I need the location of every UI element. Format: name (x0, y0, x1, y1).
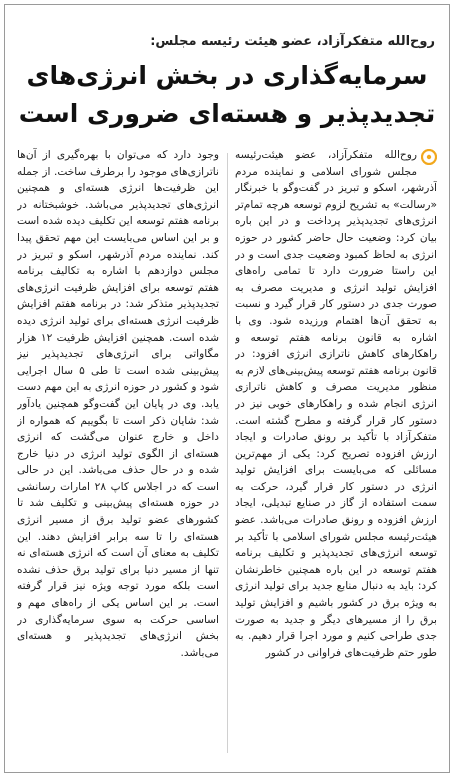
article-body (17, 147, 437, 767)
article-text-right: روح‌الله متفکرآزاد، عضو هیئت‌رئیسه مجلس شورای اسلامی و نماینده مردم آذرشهر، اسکو و تبریز در گفت‌وگو با خبرنگار «رسالت» به تشریح لزوم توسعه هرچه تمام‌تر انرژی‌های تجدیدپذیر پرداخت و در این باره بیان کرد: وضعیت حال حاضر کشور در حوزه انرژی به لحاظ کمبود وضعیت جدی است و در این راستا ضرورت دارد تا تمامی راه‌های افزایش تولید انرژی و مدیریت مصرف به صورت جدی در دستور کار قرار گیرد و نسبت به تحقق آن‌ها اهتمام ورزیده شود. وی با اشاره به قانون برنامه هفتم توسعه و راهکارهای کاهش ناترازی انرژی افزود: در قانون برنامه هفتم توسعه پیش‌بینی‌های لازم به منظور مدیریت مصرف و کاهش ناترازی انرژی انجام شده و راهکارهای خوبی نیز در دستور کار قرار گرفته و مطرح گشته است. متفکرآزاد با تأکید بر رونق صادرات و ایجاد ارزش افزوده تصریح کرد: یکی از مهم‌ترین مسائلی که می‌بایست برای افزایش تولید انرژی در دستور کار قرار گیرد، حرکت به سمت استفاده از گاز در صنایع تبدیلی، ایجاد ارزش افزوده و رونق صادرات می‌باشد. عضو هیئت‌رئیسه مجلس شورای اسلامی با تأکید بر توسعه انرژی‌های تجدیدپذیر و تکلیف برنامه هفتم توسعه در این باره همچنین خاطرنشان کرد: باید به دنبال منابع جدید برای تولید انرژی به ویژه برق در کشور باشیم و افزایش تولید برق را از مسیرهای دیگر و جدید به صورت جدی طراحی کنیم و مورد اجرا قرار دهیم. به طور حتم ظرفیت‌های فراوانی در کشور (235, 149, 437, 659)
article-headline (17, 57, 437, 133)
article-kicker: روح‌الله متفکرآزاد، عضو هیئت رئیسه مجلس: (150, 34, 435, 49)
newspaper-clipping (4, 4, 450, 773)
headline-line-2: تجدیدپذیر و هسته‌ای ضروری است (18, 99, 436, 128)
article-text-left: وجود دارد که می‌توان با بهره‌گیری از آن‌ها ناترازی‌های موجود را برطرف ساخت. از جمله این ظرفیت‌ها انرژی هسته‌ای و همچنین انرژی‌های تجدیدپذیر می‌باشد. خوشبختانه در برنامه هفتم توسعه این تکلیف دیده شده است و بر این اساس می‌بایست این مهم تحقق پیدا کند. نماینده مردم آذرشهر، اسکو و تبریز در مجلس دوازدهم با اشاره به تکالیف برنامه هفتم توسعه برای افزایش ظرفیت انرژی‌های تجدیدپذیر متذکر شد: در برنامه هفتم افزایش ظرفیت انرژی هسته‌ای برای تولید انرژی دیده شده است. همچنین افزایش ظرفیت ۱۲ هزار مگاواتی برای انرژی‌های تجدیدپذیر نیز پیش‌بینی شده است تا طی ۵ سال اجرایی شود و کشور در حوزه انرژی به این مهم دست یابد. وی در پایان این گفت‌وگو همچنین یادآور شد: شایان ذکر است تا بگوییم که همواره از داخل و خارج عنوان می‌گشت که انرژی هسته‌ای از الگوی تولید انرژی در دنیا خارج شده و در حال حذف می‌باشد. این در حالی است که در اجلاس کاپ ۲۸ امارات رسانشی در حوزه هسته‌ای پیش‌بینی و تکلیف شد تا کشورهای عضو تولید برق از مسیر انرژی هسته‌ای را تا سه برابر افزایش دهند. این تکلیف به معنای آن است که انرژی هسته‌ای نه تنها از مسیر دنیا برای تولید برق حذف نشده است بلکه مورد توجه ویژه نیز قرار گرفته است. بر این اساس یکی از راه‌های مهم و اساسی حرکت به سوی سرمایه‌گذاری در بخش انرژی‌های تجدیدپذیر و هسته‌ای می‌باشد. (17, 149, 219, 659)
source-logo-icon (421, 149, 437, 165)
column-divider (227, 153, 228, 753)
article-column-left (17, 147, 219, 767)
headline-line-1: سرمایه‌گذاری در بخش انرژی‌های (26, 61, 428, 90)
article-column-right (235, 147, 437, 767)
